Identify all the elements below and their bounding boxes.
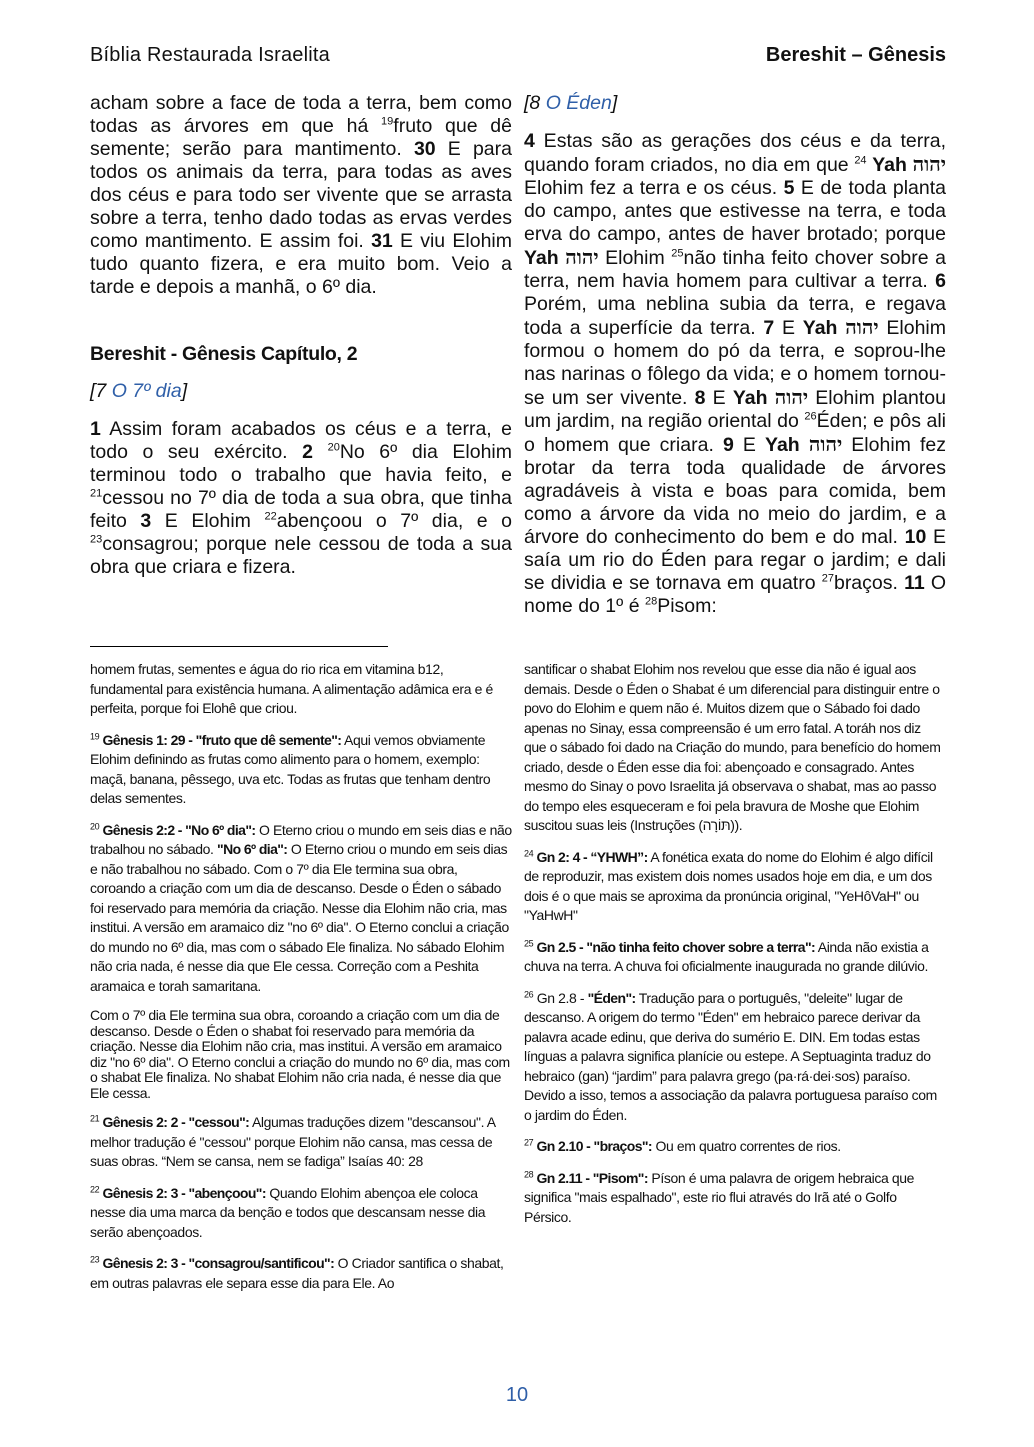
footnote-number: 23 <box>90 1254 100 1265</box>
footnote-ref-label: "No 6º dia": <box>217 841 288 857</box>
section-title-text: O Éden <box>545 92 612 114</box>
footnote-number: 28 <box>524 1168 534 1179</box>
verse-number-3: 3 <box>140 510 152 532</box>
verse-text: Elohim plantou um jardim, na região oriental do <box>524 387 946 432</box>
verse-number-7: 7 <box>763 317 775 339</box>
verse-text: Elohim <box>598 247 672 269</box>
chapter-heading: Bereshit - Gênesis Capítulo, 2 <box>90 343 358 365</box>
running-header-book: Bereshit – Gênesis <box>765 44 946 66</box>
verse-number-10: 10 <box>904 526 927 548</box>
footnote-ref-label: Gênesis 2: 3 - "consagrou/santificou": <box>99 1255 335 1271</box>
footnote-20 <box>90 821 515 997</box>
footnote-26 <box>524 989 946 1126</box>
verse-number-1: 1 <box>90 418 101 440</box>
verse-number-30: 30 <box>413 138 436 160</box>
verse-paragraph-2-4-11 <box>524 130 946 618</box>
verse-text: braços. <box>833 572 905 594</box>
verse-text: abençoou o 7º dia, e o <box>276 510 512 532</box>
tetragrammaton: יהוה <box>912 152 946 176</box>
footnote-ref-label: Gênesis 2: 2 - "cessou": <box>99 1114 250 1130</box>
footnote-text: Tradução para o português, "deleite" lugar de descanso. A origem do termo "Éden" em hebraico parece derivar da palavra acade edinu, que deriva do sumério E. DIN. Em todas estas línguas a palavra significa planície ou estepe. A Septuaginta traduz do hebraico (gan) “jardim” para palavra grego (pa·rá·dei·sos) paraíso. Devido a isso, temos a associação da palavra portuguesa paraíso com o jardim do Éden. <box>524 989 937 1123</box>
footnote-ref-label: Gn 2.10 - "braços": <box>533 1138 652 1154</box>
verse-text: E <box>733 434 766 456</box>
footnote-number: 26 <box>524 988 534 999</box>
verse-number-31: 31 <box>371 230 393 252</box>
footnote-continuation: santificar o shabat Elohim nos revelou que esse dia não é igual aos demais. Desde o Éden o Shabat é um diferencial para distinguir entre o povo do Elohim e quem não é. Muitos dizem que o Sábado foi dado apenas no Sinay, essa compreensão é um erro fatal. A toráh nos diz que o sábado foi dado na Criação do mundo, para benefício do homem criado, desde o Éden esse dia foi: abençoado e consagrado. Antes mesmo do Sinay o povo Israelita já observava o shabat, mas ao passo do tempo eles esqueceram e foi pela bravura de Moshe que Elohim suscitou suas leis (Instruções (תּוֹרָה)). <box>524 661 941 833</box>
footnote-ref-label: Gênesis 1: 29 - "fruto que dê semente": <box>99 731 342 748</box>
verse-text: E saía um rio do Éden para regar o jardim; e dali se dividia e se tornava em quatro <box>524 526 946 594</box>
section-bracket: ] <box>611 92 618 114</box>
section-number: [7 <box>90 380 112 402</box>
footnote-23 <box>90 1254 515 1293</box>
footnote-number: 27 <box>524 1137 534 1148</box>
footnote-number: 20 <box>90 820 100 831</box>
footnote-text: Píson é uma palavra de origem hebraica que significa "mais espalhado", este rio flui através do Irã até o Golfo Pérsico. <box>524 1169 915 1225</box>
footnotes-left <box>90 660 515 1305</box>
verse-number-6: 6 <box>935 270 946 292</box>
footnote-20-continuation: Com o 7º dia Ele termina sua obra, coroando a criação com um dia de descanso. Desde o Éden o shabat foi reservado para memória da criação. Nesse dia Elohim não cria, mas institui. A versão em aramaico diz "no 6º dia". O Eterno conclui a criação do mundo no 6º dia, mas com o shabat Ele finaliza. No shabat Elohim não cria nada, é nesse dia que Ele cessa. <box>90 1007 510 1101</box>
section-title-text: O 7º dia <box>111 380 182 402</box>
footnote-ref-23[interactable]: 23 <box>90 533 103 546</box>
verse-text: E Elohim <box>151 510 265 532</box>
verse-text: O nome do 1º é <box>524 572 946 617</box>
divine-name-yah: Yah <box>524 247 559 269</box>
footnote-19 <box>90 731 515 809</box>
divine-name-yah: Yah <box>802 317 838 339</box>
footnote-continuation: homem frutas, sementes e água do rio rica em vitamina b12, fundamental para existência humana. A alimentação adâmica era e é perfeita, porque foi Elohê que criou. <box>90 661 493 716</box>
footnote-text: Ou em quatro correntes de rios. <box>651 1138 841 1154</box>
verse-paragraph-1-29-31 <box>90 92 512 299</box>
footnote-text: O Criador santifica o shabat, em outras palavras ele separa esse dia para Ele. Ao <box>90 1255 504 1291</box>
left-column <box>90 92 512 579</box>
footnote-prefix: Gn 2.8 - <box>533 989 588 1006</box>
divine-name-yah: Yah <box>872 154 907 176</box>
footnote-24 <box>524 848 946 926</box>
footnote-ref-label: Gênesis 2:2 - "No 6º dia": <box>99 821 256 838</box>
section-title <box>524 92 946 115</box>
footnote-number: 22 <box>90 1183 100 1194</box>
section-number: [8 <box>524 92 546 114</box>
footnote-text: Algumas traduções dizem "descansou". A melhor tradução é "cessou" porque Elohim não cansa, mas cessa de suas obras. “Nem se cansa, nem se fadiga” Isaías 40: 28 <box>90 1114 495 1169</box>
verse-text: cessou no 7º dia de toda a sua obra, que tinha feito <box>90 487 512 532</box>
verse-text: Éden; e pôs ali o homem que criara. <box>524 410 946 456</box>
footnote-28 <box>524 1169 946 1228</box>
verse-number-11: 11 <box>904 572 925 594</box>
footnote-text: Ainda não existia a chuva na terra. A chuva foi oficialmente inaugurada no grande dilúvio. <box>524 938 929 974</box>
divine-name-yah: Yah <box>765 434 800 456</box>
verse-text: Assim foram acabados os céus e a terra, e todo o seu exército. <box>90 418 512 463</box>
footnote-separator <box>90 646 388 647</box>
verse-text: não tinha feito chover sobre a terra, nem havia homem para cultivar a terra. <box>524 247 946 292</box>
footnote-ref-22[interactable]: 22 <box>264 510 277 523</box>
running-header-title: Bíblia Restaurada Israelita <box>90 44 330 66</box>
footnote-ref-label: Gn 2.11 - "Pisom": <box>533 1169 648 1186</box>
divine-name-yah: Yah <box>732 387 768 409</box>
verse-text: E <box>705 387 733 409</box>
footnote-ref-26[interactable]: 26 <box>804 410 817 423</box>
footnote-number: 25 <box>524 937 534 948</box>
right-column <box>524 92 946 618</box>
footnote-ref-19[interactable]: 19 <box>381 115 394 128</box>
verse-number-9: 9 <box>722 434 734 456</box>
footnote-ref-label: Gn 2: 4 - “YHWH”: <box>533 848 648 865</box>
tetragrammaton: יהוה <box>845 315 879 339</box>
verse-number-8: 8 <box>694 387 706 409</box>
verse-number-5: 5 <box>783 177 795 199</box>
footnotes-right <box>524 660 946 1239</box>
verse-text: Pisom: <box>657 595 717 617</box>
footnote-number: 21 <box>90 1113 100 1124</box>
footnote-22 <box>90 1184 515 1243</box>
footnote-ref-25[interactable]: 25 <box>671 247 684 260</box>
verse-text: Elohim formou o homem do pó da terra, e soprou-lhe nas narinas o fôlego da vida; e o homem tornou-se um ser vivente. <box>524 317 946 409</box>
verse-text: Estas são as gerações dos céus e da terra, quando foram criados, no dia em que <box>524 130 946 176</box>
verse-number-4: 4 <box>524 130 535 152</box>
verse-text: fruto que dê semente; serão para mantimento. <box>90 115 512 160</box>
verse-text: E de toda planta do campo, antes que estivesse na terra, e toda erva do campo, antes de haver brotado; porque <box>524 177 947 245</box>
verse-text: consagrou; porque nele cessou de toda a sua obra que criara e fizera. <box>90 533 512 578</box>
tetragrammaton: יהוה <box>808 432 843 456</box>
verse-number-2: 2 <box>302 441 314 463</box>
footnote-text: O Eterno criou o mundo em seis dias e não trabalhou no sábado. Com o 7º dia Ele termina sua obra, coroando a criação com um dia de descanso. Desde o Éden o sábado foi reservado para memória da criação. Nesse dia Elohim não cria, mas institui. A versão em aramaico diz "no 6º dia". O Eterno conclui a criação do mundo no 6º dia, mas com o sábado Ele finaliza. No sábado Elohim não cria nada, é nesse dia que Ele cessa. Correção com a Peshita aramaica e torah samaritana. <box>90 841 509 994</box>
footnote-number: 19 <box>90 730 100 741</box>
footnote-text: O Eterno criou o mundo em seis dias e não trabalhou no sábado. <box>90 821 512 857</box>
footnote-text: A fonética exata do nome do Elohim é algo difícil de reproduzir, mas existem dois nomes usados hoje em dia, e um dos dois é o que mais se aproxima da pronúncia original, "YeHôVaH" ou "YaHwH" <box>524 848 933 923</box>
verse-text: No 6º dia Elohim terminou todo o trabalho que havia feito, e <box>90 441 513 486</box>
verse-text: Porém, uma neblina subia da terra, e regava toda a superfície da terra. <box>524 293 946 339</box>
verse-text: Elohim fez brotar da terra toda qualidade de árvores agradáveis à vista e boas para comida, bem como a árvore da vida no meio do jardim, e a árvore do conhecimento do bem e do mal. <box>524 434 947 548</box>
verse-text: acham sobre a face de toda a terra, bem como todas as árvores em que há <box>90 92 512 137</box>
footnote-ref-21[interactable]: 21 <box>90 487 103 500</box>
footnote-ref-label: Gênesis 2: 3 - "abençoou": <box>99 1184 266 1201</box>
footnote-ref-20[interactable]: 20 <box>327 441 340 454</box>
verse-text: E para todos os animais da terra, para todas as aves dos céus e para todo ser vivente que se arrasta sobre a terra, tenho dado todas as ervas verdes como mantimento. E assim foi. <box>90 138 512 252</box>
section-bracket: ] <box>181 380 188 402</box>
tetragrammaton: יהוה <box>565 245 599 269</box>
footnote-ref-label: Gn 2.5 - "não tinha feito chover sobre a terra": <box>533 938 816 955</box>
verse-text: E viu Elohim tudo quanto fizera, e era muito bom. Veio a tarde e depois a manhã, o 6º dia. <box>90 230 512 298</box>
footnote-ref-27[interactable]: 27 <box>821 572 834 585</box>
footnote-ref-28[interactable]: 28 <box>644 595 658 608</box>
footnote-ref-label: "Éden": <box>587 989 636 1006</box>
tetragrammaton: יהוה <box>774 385 809 409</box>
footnote-ref-24[interactable]: 24 <box>854 154 867 167</box>
footnote-text: Quando Elohim abençoa ele coloca nesse dia uma marca da benção e todos que descansam nesse dia serão abençoados. <box>90 1184 486 1240</box>
footnote-number: 24 <box>524 847 534 858</box>
footnote-25 <box>524 938 946 977</box>
verse-paragraph-2-1-3 <box>90 418 512 579</box>
footnote-21 <box>90 1113 515 1172</box>
footnote-27 <box>524 1137 946 1157</box>
section-title <box>90 380 512 403</box>
page-number: 10 <box>505 1384 529 1406</box>
footnote-text: Aqui vemos obviamente Elohim definindo as frutas como alimento para o homem, exemplo: maçã, banana, pêssego, uva etc. Todas as frutas que tenham dentro delas sementes. <box>90 731 491 806</box>
verse-text: Elohim fez a terra e os céus. <box>524 177 784 199</box>
verse-text: E <box>774 317 803 339</box>
